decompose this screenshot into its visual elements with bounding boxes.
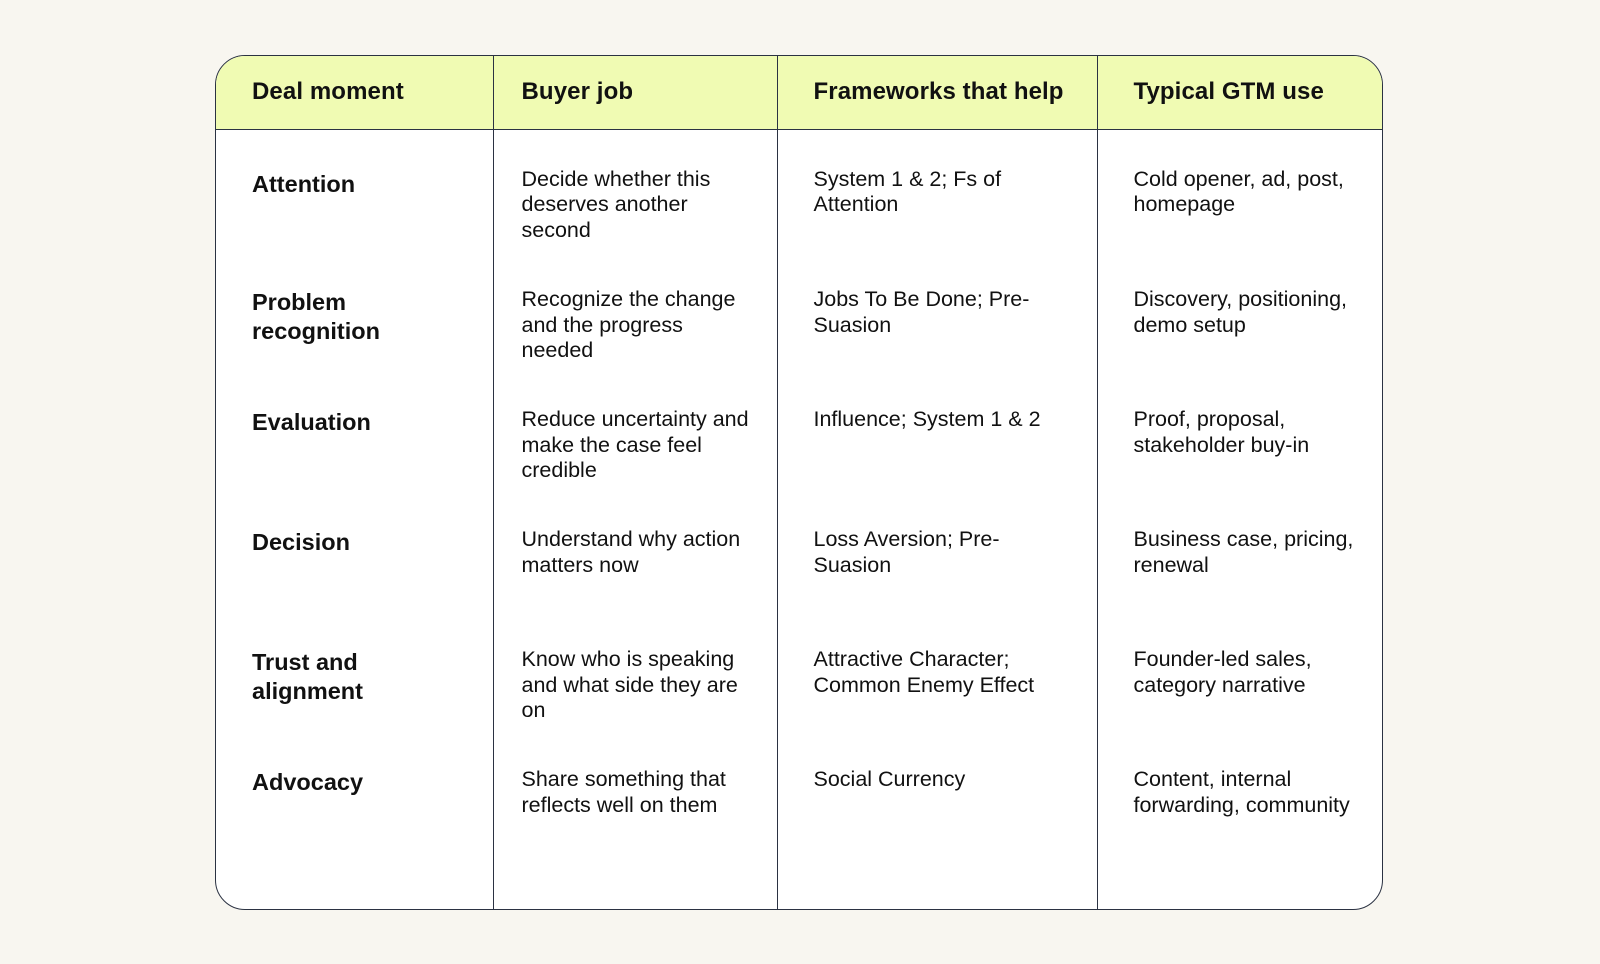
deal-moment-cell: Advocacy [252, 769, 364, 795]
frameworks-cell: System 1 & 2; Fs of Attention [777, 129, 1097, 249]
table-body [216, 129, 1382, 909]
buyer-job-cell: Know who is speaking and what side they are on [493, 609, 777, 729]
buyer-job-cell: Understand why action matters now [493, 489, 777, 609]
deal-moment-cell: Evaluation [252, 409, 371, 435]
gtm-use-cell: Business case, pricing, renewal [1097, 489, 1382, 609]
column-header-deal-moment: Deal moment [216, 56, 493, 129]
header-row [216, 56, 1382, 129]
table-row [216, 129, 1382, 249]
buyer-job-cell: Reduce uncertainty and make the case feel credible [493, 369, 777, 489]
frameworks-cell: Influence; System 1 & 2 [777, 369, 1097, 489]
deal-moment-cell: Decision [252, 529, 350, 555]
frameworks-cell: Jobs To Be Done; Pre-Suasion [777, 249, 1097, 369]
table-row [216, 729, 1382, 909]
column-header-gtm-use: Typical GTM use [1097, 56, 1382, 129]
gtm-use-cell: Content, internal forwarding, community [1097, 729, 1382, 909]
table-row [216, 609, 1382, 729]
gtm-use-cell: Proof, proposal, stakeholder buy-in [1097, 369, 1382, 489]
deal-moments-table-card [215, 55, 1383, 910]
frameworks-cell: Loss Aversion; Pre-Suasion [777, 489, 1097, 609]
table-row [216, 489, 1382, 609]
table-row [216, 249, 1382, 369]
deal-moments-table [216, 56, 1382, 909]
column-header-frameworks: Frameworks that help [777, 56, 1097, 129]
buyer-job-cell: Share something that reflects well on them [493, 729, 777, 909]
table-row [216, 369, 1382, 489]
frameworks-cell: Social Currency [777, 729, 1097, 909]
buyer-job-cell: Decide whether this deserves another second [493, 129, 777, 249]
gtm-use-cell: Cold opener, ad, post, homepage [1097, 129, 1382, 249]
frameworks-cell: Attractive Character; Common Enemy Effect [777, 609, 1097, 729]
deal-moment-cell: Attention [252, 170, 356, 197]
buyer-job-cell: Recognize the change and the progress needed [493, 249, 777, 369]
table-header [216, 56, 1382, 129]
deal-moment-cell: Problem recognition [252, 289, 380, 344]
column-header-buyer-job: Buyer job [493, 56, 777, 129]
gtm-use-cell: Founder-led sales, category narrative [1097, 609, 1382, 729]
gtm-use-cell: Discovery, positioning, demo setup [1097, 249, 1382, 369]
deal-moment-cell: Trust and alignment [252, 649, 363, 704]
